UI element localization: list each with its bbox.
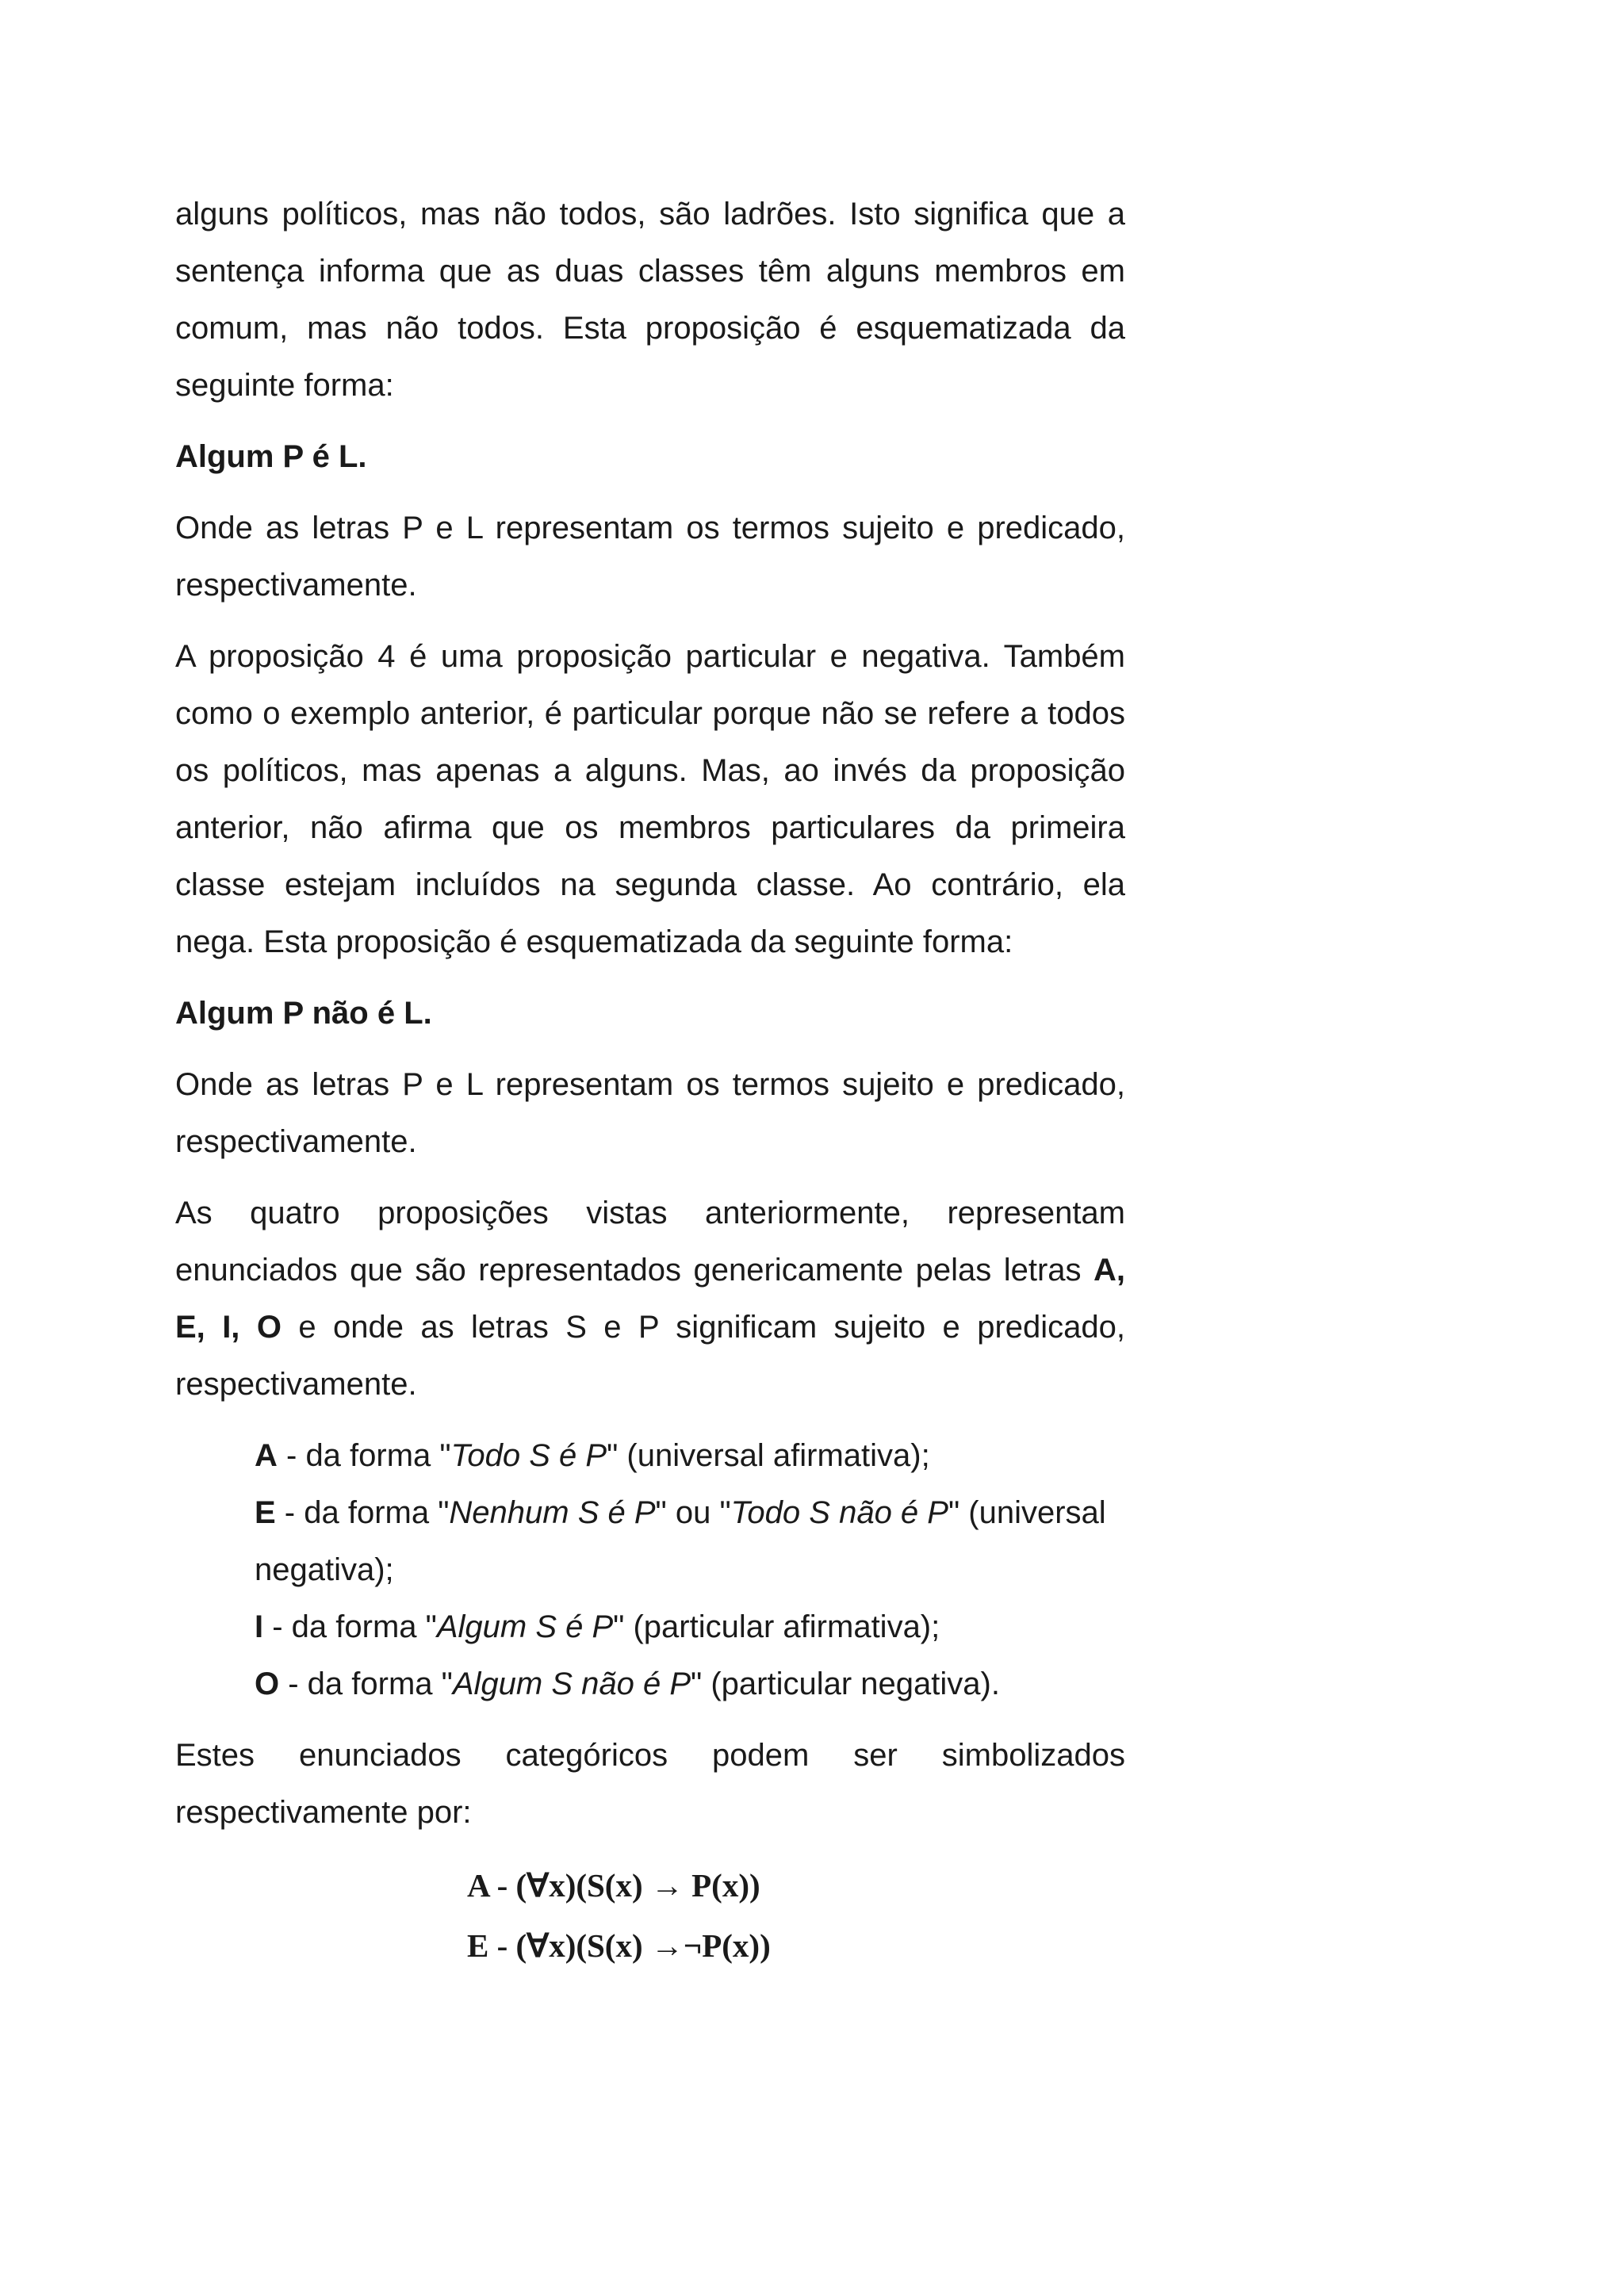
list-item-i xyxy=(255,1598,1125,1655)
paragraph-5-letters: A, E, I, O xyxy=(175,1253,1125,1345)
list-item-o-post: " (particular negativa). xyxy=(691,1667,1000,1701)
schema-some-p-is-not-l: Algum P não é L. xyxy=(175,996,432,1031)
list-item-e-post: " (universal negativa); xyxy=(255,1495,1106,1587)
list-item-e-form2: Todo S não é P xyxy=(730,1495,948,1530)
list-item-a-form: Todo S é P xyxy=(450,1438,607,1473)
list-item-e xyxy=(255,1484,1125,1598)
list-item-a-post: " (universal afirmativa); xyxy=(607,1438,930,1473)
proposition-types-list xyxy=(255,1427,1125,1712)
list-item-i-post: " (particular afirmativa); xyxy=(613,1609,940,1644)
formula-e: E - (∀x)(S(x) →¬P(x)) xyxy=(467,1927,771,1964)
list-item-e-mid: " ou " xyxy=(655,1495,731,1530)
paragraph-3: A proposição 4 é uma proposição particular e negativa. Também como o exemplo anterior, é particular porque não se refere a todos os políticos, mas apenas a alguns. Mas, ao invés da proposição anterior, não afirma que os membros particulares da primeira classe estejam incluídos na segunda classe. Ao contrário, ela nega. Esta proposição é esquematizada da seguinte forma: xyxy=(175,639,1125,959)
paragraph-5-text-after: e onde as letras S e P significam sujeito e predicado, respectivamente. xyxy=(175,1310,1126,1402)
list-item-a-pre: - da forma " xyxy=(277,1438,451,1473)
list-letter-o: O xyxy=(255,1667,280,1701)
list-item-a xyxy=(255,1427,1125,1484)
paragraph-4: Onde as letras P e L representam os termos sujeito e predicado, respectivamente. xyxy=(175,1067,1125,1159)
paragraph-6: Estes enunciados categóricos podem ser simbolizados respectivamente por: xyxy=(175,1738,1125,1830)
paragraph-5-text-before: As quatro proposições vistas anteriormente, representam enunciados que são representados genericamente pelas letras xyxy=(175,1196,1125,1288)
list-item-i-form: Algum S é P xyxy=(436,1609,614,1644)
paragraph-2: Onde as letras P e L representam os termos sujeito e predicado, respectivamente. xyxy=(175,511,1125,603)
list-item-o-pre: - da forma " xyxy=(279,1667,453,1701)
schema-some-p-is-l: Algum P é L. xyxy=(175,439,367,474)
list-letter-e: E xyxy=(255,1495,276,1530)
paragraph-5 xyxy=(175,1184,1125,1413)
list-letter-a: A xyxy=(255,1438,278,1473)
formula-a: A - (∀x)(S(x) → P(x)) xyxy=(467,1867,760,1904)
paragraph-1: alguns políticos, mas não todos, são ladrões. Isto significa que a sentença informa que as duas classes têm alguns membros em comum, mas não todos. Esta proposição é esquematizada da seguinte forma: xyxy=(175,197,1125,403)
document-page xyxy=(175,186,1125,1976)
list-item-e-form: Nenhum S é P xyxy=(449,1495,656,1530)
list-item-i-pre: - da forma " xyxy=(263,1609,437,1644)
list-item-o-form: Algum S não é P xyxy=(452,1667,691,1701)
list-item-e-pre: - da forma " xyxy=(275,1495,450,1530)
list-item-o xyxy=(255,1655,1125,1712)
formula-block xyxy=(467,1855,1125,1976)
list-letter-i: I xyxy=(255,1609,264,1644)
